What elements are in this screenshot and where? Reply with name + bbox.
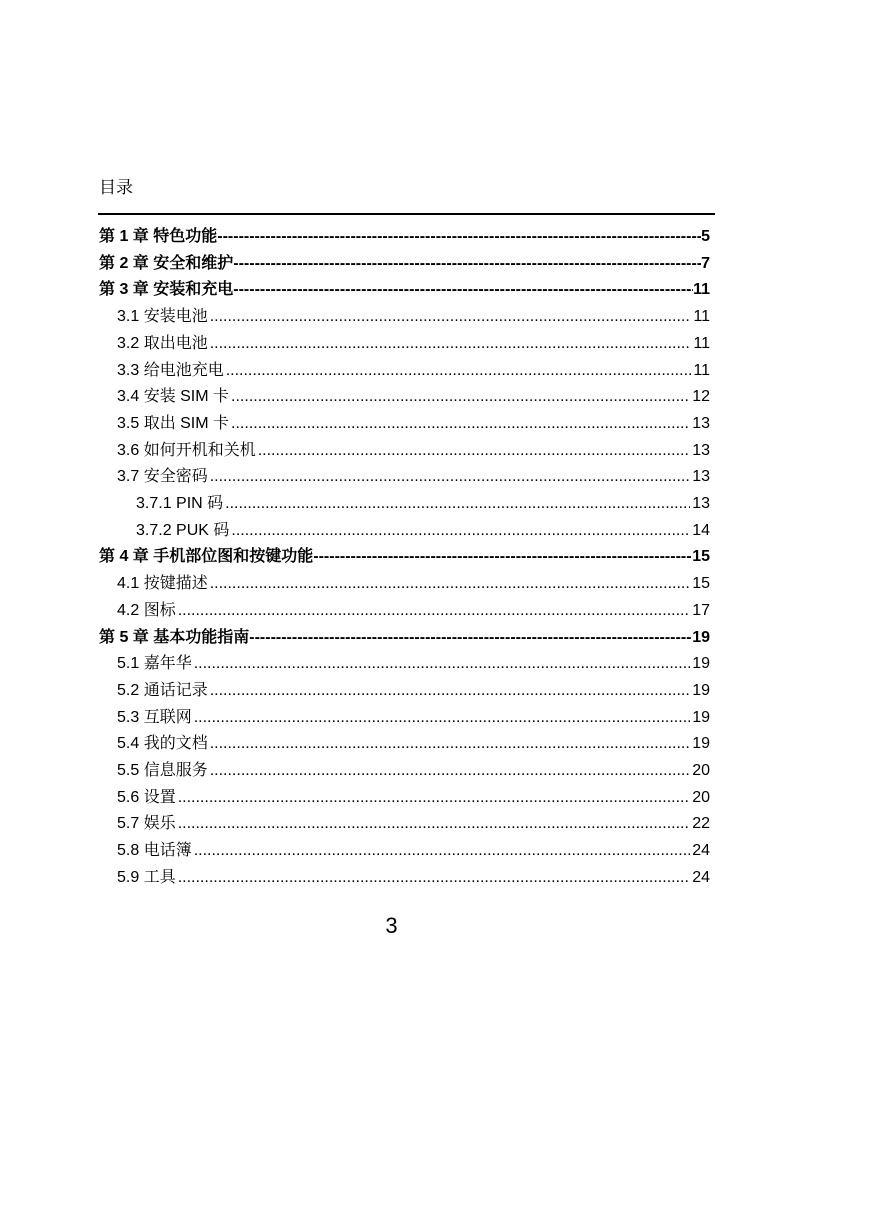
toc-entry[interactable] — [99, 277, 710, 303]
toc-entry-page: 13 — [692, 495, 710, 512]
toc-leader — [210, 464, 691, 490]
toc-entry[interactable] — [117, 785, 710, 811]
toc-entry-page: 19 — [692, 735, 710, 753]
toc-entry-label: 5.5 信息服务 — [117, 762, 208, 779]
toc-entry-label: 3.5 取出 SIM 卡 — [117, 414, 230, 432]
toc-entry-label: 5.8 电话簿 — [117, 842, 192, 860]
toc-entry[interactable] — [117, 331, 710, 357]
toc-leader — [178, 865, 691, 891]
toc-entry-page: 11 — [693, 281, 710, 299]
toc-entry-label: 5.1 嘉年华 — [117, 655, 192, 673]
toc-entry-page: 20 — [692, 762, 710, 779]
toc-entry-page: 11 — [693, 361, 710, 379]
toc-leader — [178, 598, 691, 624]
toc-entry[interactable] — [99, 251, 710, 277]
toc-entry-label: 3.7.2 PUK 码 — [136, 521, 230, 539]
toc-entry-label: 3.2 取出电池 — [117, 334, 208, 352]
toc-entry[interactable] — [117, 838, 710, 864]
toc-entry-label: 3.3 给电池充电 — [117, 361, 224, 379]
toc-entry-page: 20 — [692, 788, 710, 806]
title-divider — [98, 213, 715, 215]
toc-entry-page: 24 — [692, 842, 710, 860]
toc-entry[interactable] — [136, 518, 710, 544]
toc-entry-page: 13 — [692, 441, 710, 459]
toc-entry-page: 11 — [693, 334, 710, 352]
toc-entry[interactable] — [99, 544, 710, 570]
toc-entry[interactable] — [117, 411, 710, 437]
toc-leader — [178, 811, 691, 837]
toc-leader — [194, 651, 691, 677]
toc-entry-label: 3.7 安全密码 — [117, 468, 208, 486]
toc-entry-page: 19 — [692, 628, 710, 646]
toc-entry-page: 11 — [693, 308, 710, 326]
toc-leader — [194, 705, 691, 731]
toc-leader — [194, 838, 691, 864]
toc-entry[interactable] — [117, 705, 710, 731]
toc-entry-page: 19 — [692, 655, 710, 673]
toc-entry-page: 7 — [701, 254, 710, 272]
toc-entry[interactable] — [117, 304, 710, 330]
toc-entry-page: 22 — [692, 815, 710, 833]
toc-entry-page: 15 — [692, 548, 710, 566]
toc-entry-label: 4.2 图标 — [117, 601, 176, 619]
toc-leader — [210, 331, 692, 357]
toc-entry-page: 5 — [701, 228, 710, 245]
toc-entry[interactable] — [117, 678, 710, 704]
toc-entry-label: 5.6 设置 — [117, 788, 176, 806]
toc-leader — [210, 571, 691, 597]
toc-entry-page: 12 — [692, 388, 710, 406]
toc-entry[interactable] — [136, 491, 710, 517]
toc-entry-label: 第 3 章 安装和充电 — [99, 281, 234, 299]
toc-entry-page: 13 — [692, 414, 710, 432]
toc-leader — [233, 251, 701, 277]
toc-leader — [210, 678, 691, 704]
toc-entry-label: 3.1 安装电池 — [117, 308, 208, 326]
toc-entry[interactable] — [117, 811, 710, 837]
toc-entry[interactable] — [117, 865, 710, 891]
toc-entry-label: 3.4 安装 SIM 卡 — [117, 388, 230, 406]
toc-leader — [249, 625, 692, 651]
toc-leader — [231, 518, 690, 544]
toc-title: 目录 — [99, 178, 133, 198]
toc-entry-page: 15 — [692, 575, 710, 593]
page-number: 3 — [385, 913, 398, 938]
toc-entry[interactable] — [117, 384, 710, 410]
toc-leader — [313, 544, 692, 570]
toc-entry-label: 3.7.1 PIN 码 — [136, 495, 224, 512]
toc-leader — [233, 277, 693, 303]
toc-leader — [231, 411, 690, 437]
toc-entry[interactable] — [117, 358, 710, 384]
toc-leader — [226, 358, 692, 384]
toc-entry-page: 24 — [692, 868, 710, 886]
toc-entry-page: 14 — [692, 521, 710, 539]
toc-leader — [225, 491, 690, 517]
toc-leader — [210, 304, 692, 330]
toc-entry[interactable] — [117, 571, 710, 597]
toc-entry-label: 第 1 章 特色功能 — [99, 228, 218, 245]
toc-entry-label: 第 2 章 安全和维护 — [99, 254, 234, 272]
toc-entry[interactable] — [117, 731, 710, 757]
toc-leader — [178, 785, 691, 811]
toc-entry-label: 5.7 娱乐 — [117, 815, 176, 833]
toc-entry-page: 17 — [692, 601, 710, 619]
toc-leader — [210, 758, 691, 784]
toc-entry-label: 第 4 章 手机部位图和按键功能 — [99, 548, 314, 566]
toc-entry[interactable] — [117, 438, 710, 464]
toc-leader — [210, 731, 691, 757]
toc-entry-label: 4.1 按键描述 — [117, 575, 208, 593]
toc-entry[interactable] — [99, 625, 710, 651]
toc-entry-label: 3.6 如何开机和关机 — [117, 441, 256, 459]
toc-entry-label: 第 5 章 基本功能指南 — [99, 628, 250, 646]
toc-entry[interactable] — [117, 464, 710, 490]
toc-entry-label: 5.4 我的文档 — [117, 735, 208, 753]
toc-entry-label: 5.2 通话记录 — [117, 681, 208, 699]
toc-entry-page: 19 — [692, 708, 710, 726]
toc-entry[interactable] — [99, 224, 710, 250]
toc-leader — [231, 384, 690, 410]
toc-leader — [217, 224, 701, 250]
toc-entry-page: 13 — [692, 468, 710, 486]
toc-entry[interactable] — [117, 651, 710, 677]
toc-entry[interactable] — [117, 598, 710, 624]
toc-entry-label: 5.3 互联网 — [117, 708, 192, 726]
toc-entry-page: 19 — [692, 681, 710, 699]
toc-leader — [258, 438, 691, 464]
toc-entry-label: 5.9 工具 — [117, 868, 176, 886]
toc-entry[interactable] — [117, 758, 710, 784]
